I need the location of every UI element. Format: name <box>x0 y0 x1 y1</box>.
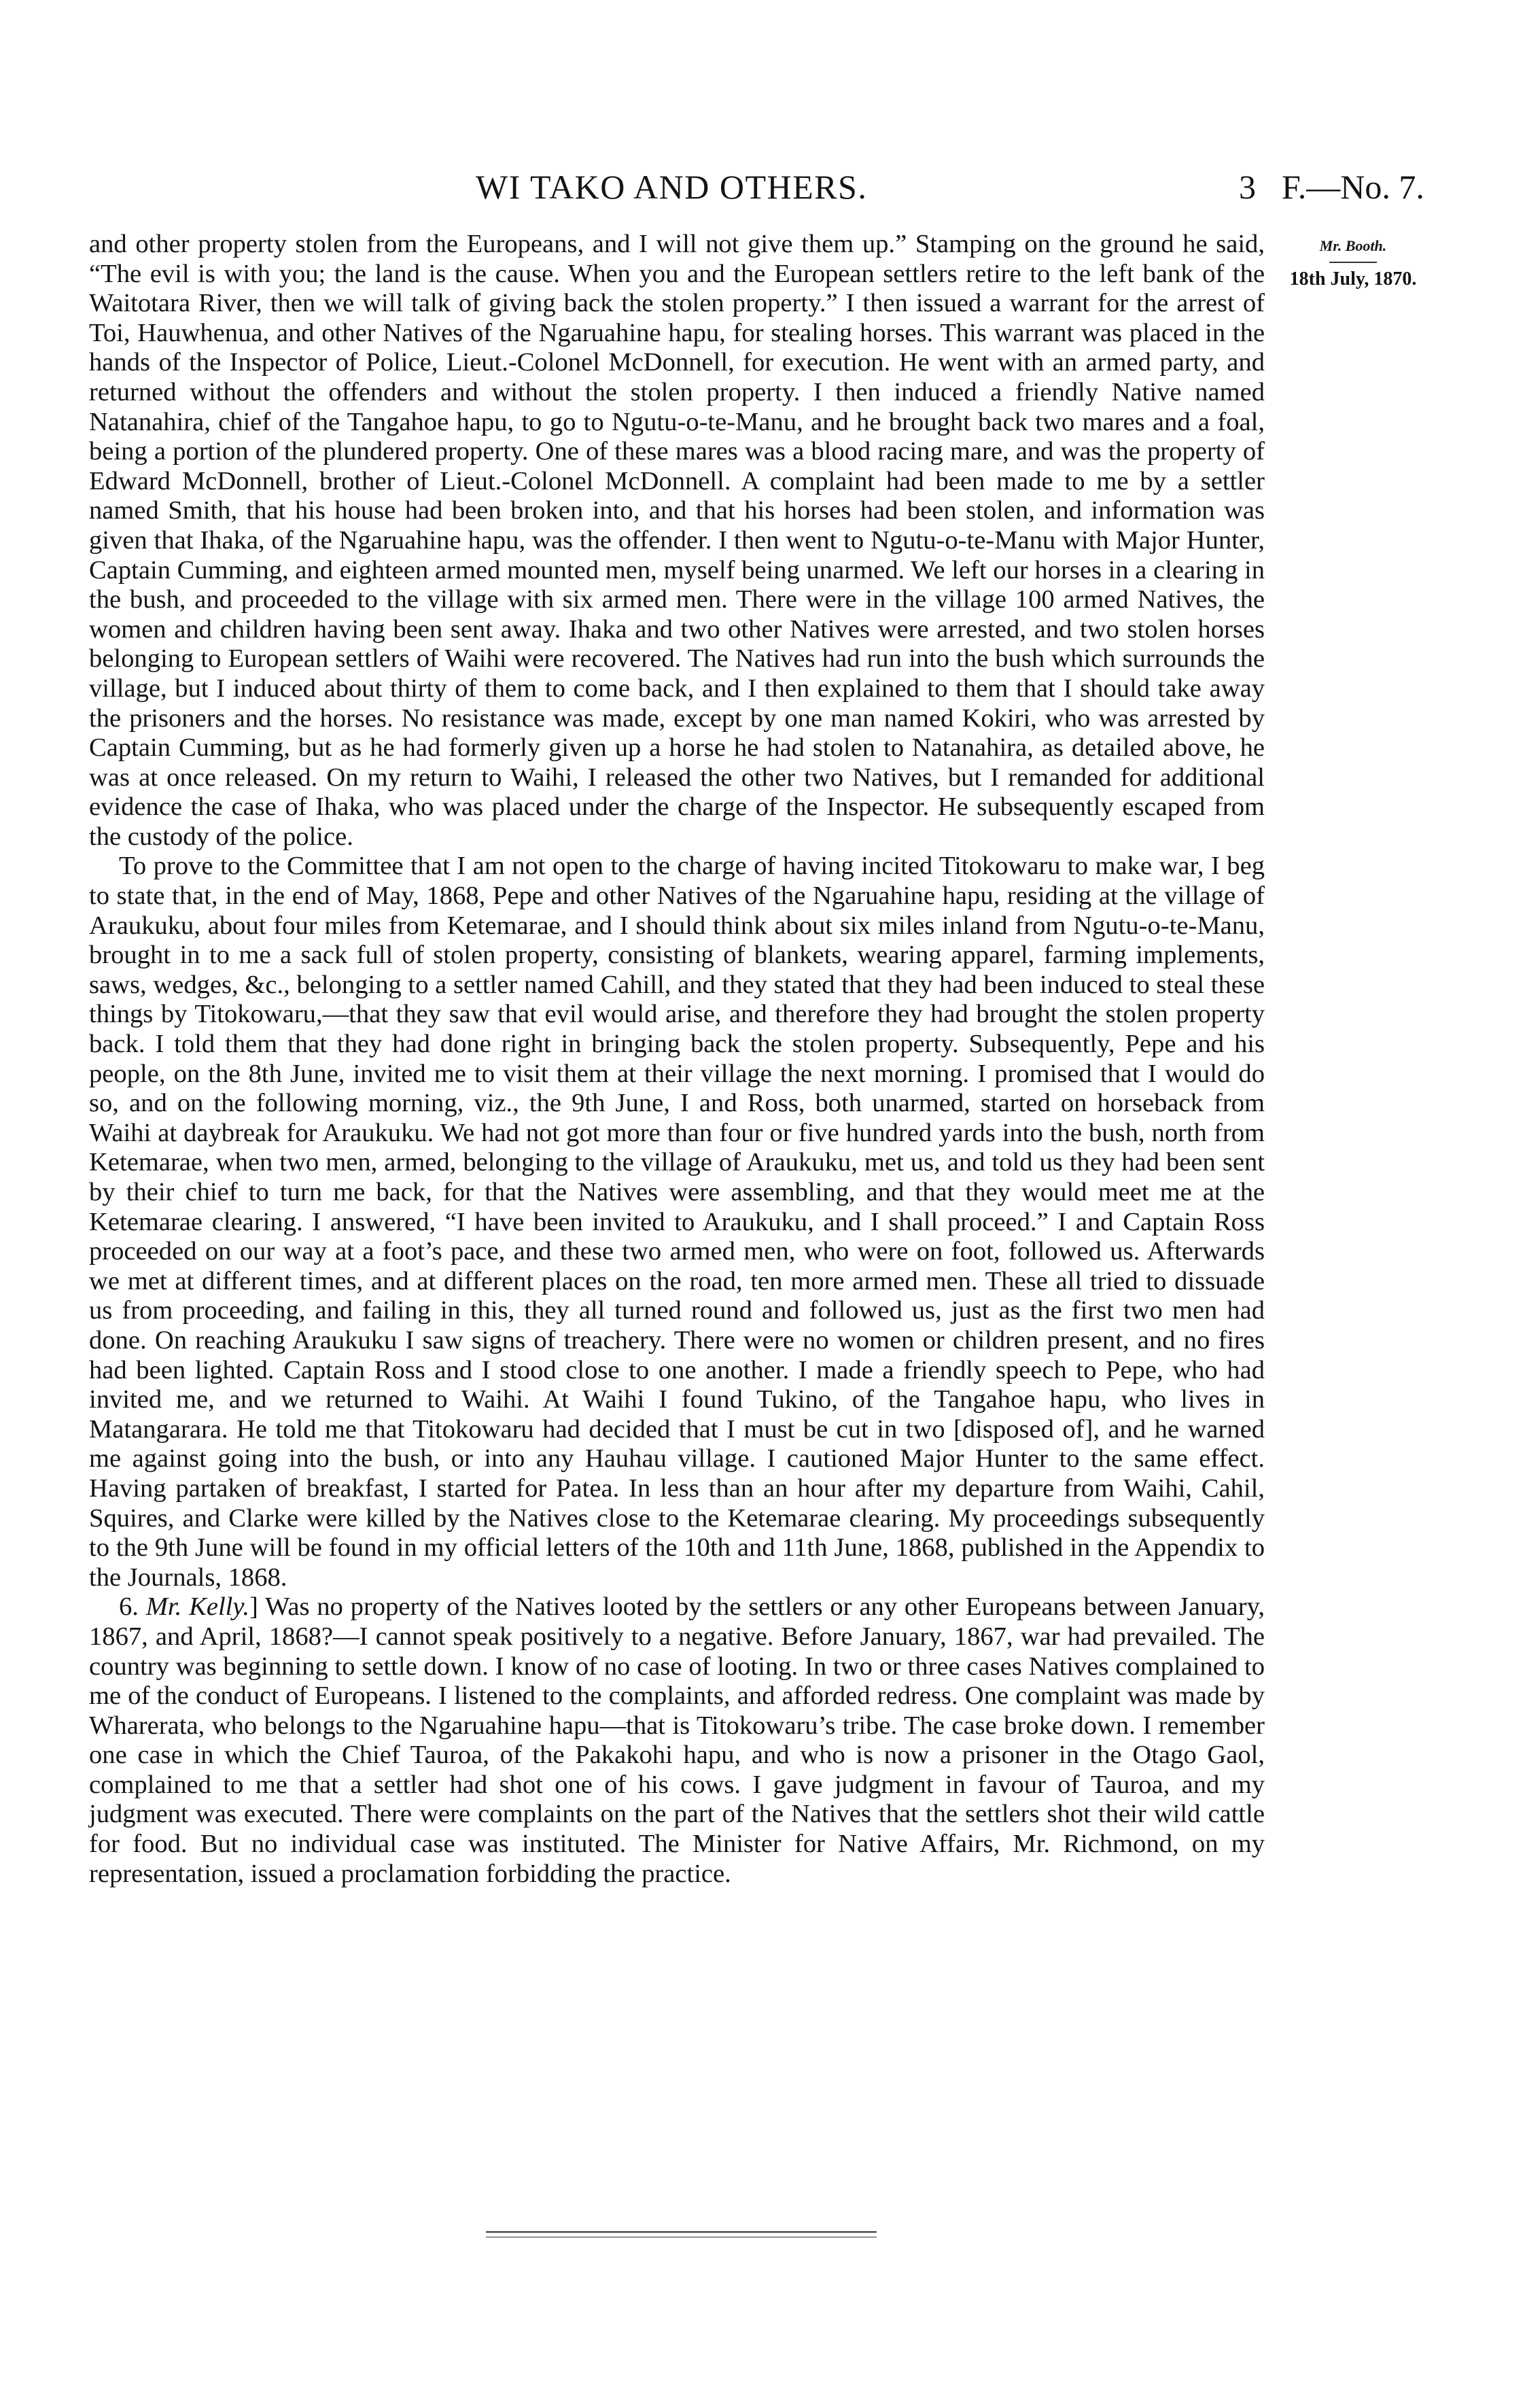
end-divider-line <box>486 2231 877 2233</box>
margin-date: 18th July, 1870. <box>1289 268 1417 290</box>
body-text <box>89 230 1265 1889</box>
question-text: ] Was no property of the Natives looted by the settlers or any other Europeans between January, 1867, and April, 1868?—I cannot speak positively to a negative. Before January, 1867, war had prevailed. The country was beginning to settle down. I know of no case of looting. In two or three cases Natives complained to me of the conduct of Europeans. I listened to the complaints, and afforded redress. One complaint was made by Wharerata, who belongs to the Ngaruahine hapu—that is Titokowaru’s tribe. The case broke down. I remember one case in which the Chief Tauroa, of the Pakakohi hapu, and who is now a prisoner in the Otago Gaol, complained to me that a settler had shot one of his cows. I gave judgment in favour of Tauroa, and my judgment was executed. There were complaints on the part of the Natives that the settlers shot their wild cattle for food. But no individual case was instituted. The Minister for Native Affairs, Mr. Richmond, on my representation, issued a proclamation forbidding the practice. <box>89 1592 1265 1888</box>
question-number: 6. <box>119 1592 139 1622</box>
margin-note <box>1268 237 1438 290</box>
page-number: 3 <box>1239 168 1256 206</box>
end-divider <box>486 2231 877 2237</box>
paragraph-continued: and other property stolen from the Europeans, and I will not give them up.” Stamping on the ground he said, “The evil is with you; the land is the cause. When you and the European settlers retire to the left bank of the Waitotara River, then we will talk of giving back the stolen property.” I then issued a warrant for the arrest of Toi, Hauwhenua, and other Natives of the Ngaruahine hapu, for stealing horses. This warrant was placed in the hands of the Inspector of Police, Lieut.-Colonel McDonnell, for execution. He went with an armed party, and returned without the offenders and without the stolen property. I then induced a friendly Native named Natanahira, chief of the Tangahoe hapu, to go to Ngutu-o-te-Manu, and he brought back two mares and a foal, being a portion of the plundered property. One of these mares was a blood racing mare, and was the property of Edward McDonnell, brother of Lieut.-Colonel McDonnell. A complaint had been made to me by a settler named Smith, that his house had been broken into, and that his horses had been stolen, and information was given that Ihaka, of the Ngaruahine hapu, was the offender. I then went to Ngutu-o-te-Manu with Major Hunter, Captain Cumming, and eighteen armed mounted men, myself being unarmed. We left our horses in a clearing in the bush, and proceeded to the village with six armed men. There were in the village 100 armed Natives, the women and children having been sent away. Ihaka and two other Natives were arrested, and two stolen horses belonging to European settlers of Waihi were recovered. The Natives had run into the bush which surrounds the village, but I induced about thirty of them to come back, and I then explained to them that I should take away the prisoners and the horses. No resistance was made, except by one man named Kokiri, who was arrested by Captain Cumming, but as he had formerly given up a horse he had stolen to Natanahira, as detailed above, he was at once released. On my return to Waihi, I released the other two Natives, but I remanded for additional evidence the case of Ihaka, who was placed under the charge of the Inspector. He subsequently escaped from the custody of the police. <box>89 230 1265 851</box>
paragraph-committee: To prove to the Committee that I am not open to the charge of having incited Titokowaru to make war, I beg to state that, in the end of May, 1868, Pepe and other Natives of the Ngaruahine hapu, residing at the village of Araukuku, about four miles from Ketemarae, and I should think about six miles inland from Ngutu-o-te-Manu, brought in to me a sack full of stolen property, consisting of blankets, wearing apparel, farming implements, saws, wedges, &c., belonging to a settler named Cahill, and they stated that they had been induced to steal these things by Titokowaru,—that they saw that evil would arise, and therefore they had brought the stolen property back. I told them that they had done right in bringing back the stolen property. Subsequently, Pepe and his people, on the 8th June, invited me to visit them at their village the next morning. I promised that I would do so, and on the following morning, viz., the 9th June, I and Ross, both unarmed, started on horseback from Waihi at daybreak for Araukuku. We had not got more than four or five hundred yards into the bush, north from Ketemarae, when two men, armed, belonging to the village of Araukuku, met us, and told us they had been sent by their chief to turn me back, for that the Natives were assembling, and that they would meet me at the Ketemarae clearing. I answered, “I have been invited to Araukuku, and I shall proceed.” I and Captain Ross proceeded on our way at a foot’s pace, and these two armed men, who were on foot, followed us. Afterwards we met at different times, and at different places on the road, ten more armed men. These all tried to dissuade us from proceeding, and failing in this, they all turned round and followed us, just as the first two men had done. On reaching Araukuku I saw signs of treachery. There were no women or children present, and no fires had been lighted. Captain Ross and I stood close to one another. I made a friendly speech to Pepe, who had invited me, and we returned to Waihi. At Waihi I found Tukino, of the Tangahoe hapu, who lives in Matangarara. He told me that Titokowaru had decided that I must be cut in two [disposed of], and he warned me against going into the bush, or into any Hauhau village. I cautioned Major Hunter to the same effect. Having partaken of breakfast, I started for Patea. In less than an hour after my departure from Waihi, Cahil, Squires, and Clarke were killed by the Natives close to the Ketemarae clearing. My proceedings subsequently to the 9th June will be found in my official letters of the 10th and 11th June, 1868, published in the Appendix to the Journals, 1868. <box>89 852 1265 1592</box>
margin-divider <box>1329 262 1377 263</box>
margin-speaker: Mr. Booth. <box>1319 237 1387 254</box>
page-header <box>0 167 1525 222</box>
paper-reference: F.—No. 7. <box>1282 168 1424 206</box>
paragraph-question-6 <box>89 1592 1265 1889</box>
running-title: WI TAKO AND OTHERS. <box>476 168 868 206</box>
question-speaker: Mr. Kelly. <box>145 1592 250 1622</box>
